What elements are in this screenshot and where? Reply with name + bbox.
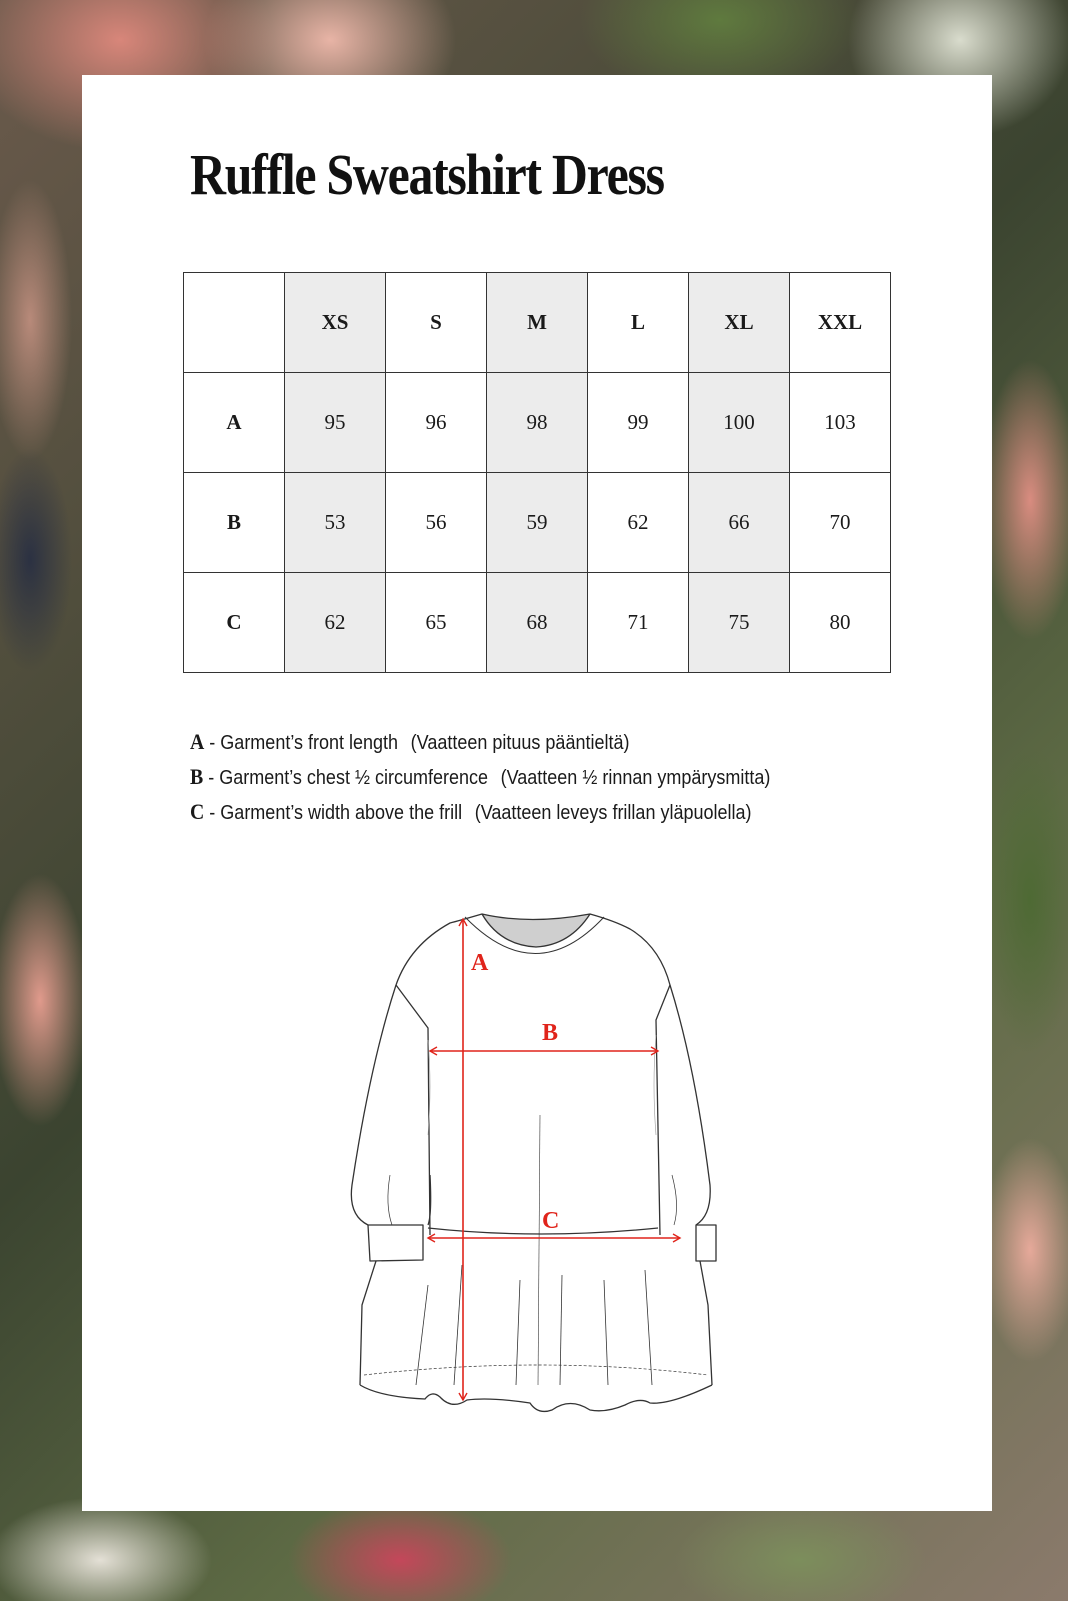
table-cell: 56 <box>386 473 487 573</box>
legend-item-b <box>190 760 770 795</box>
table-cell: 62 <box>588 473 689 573</box>
table-cell: 66 <box>689 473 790 573</box>
legend-item-a <box>190 725 770 760</box>
row-header-a: A <box>184 373 285 473</box>
size-table <box>183 272 891 673</box>
legend-key: A <box>190 729 205 754</box>
table-cell: 98 <box>487 373 588 473</box>
table-cell: 53 <box>285 473 386 573</box>
row-header-c: C <box>184 573 285 673</box>
table-cell: 100 <box>689 373 790 473</box>
legend-key: C <box>190 799 205 824</box>
table-cell: 59 <box>487 473 588 573</box>
table-cell: 95 <box>285 373 386 473</box>
legend-finnish: (Vaatteen leveys frillan yläpuolella) <box>474 802 752 824</box>
legend-separator: - <box>204 732 221 754</box>
table-cell: 71 <box>588 573 689 673</box>
legend-key: B <box>190 764 204 789</box>
table-cell: 80 <box>790 573 891 673</box>
legend-english: Garment’s chest ½ circumference <box>219 767 488 789</box>
legend-english: Garment’s front length <box>220 732 399 754</box>
column-header-xl: XL <box>689 273 790 373</box>
legend-item-c <box>190 795 770 830</box>
table-row <box>184 473 891 573</box>
table-cell: 99 <box>588 373 689 473</box>
column-header-m: M <box>487 273 588 373</box>
table-cell: 68 <box>487 573 588 673</box>
column-header-xs: XS <box>285 273 386 373</box>
legend-finnish: (Vaatteen ½ rinnan ympärysmitta) <box>500 767 771 789</box>
column-header-s: S <box>386 273 487 373</box>
row-header-b: B <box>184 473 285 573</box>
measurement-legend <box>190 725 770 830</box>
table-cell: 75 <box>689 573 790 673</box>
table-corner-cell <box>184 273 285 373</box>
table-cell: 96 <box>386 373 487 473</box>
column-header-l: L <box>588 273 689 373</box>
size-guide-card <box>82 75 992 1511</box>
legend-finnish: (Vaatteen pituus pääntieltä) <box>410 732 630 754</box>
table-cell: 103 <box>790 373 891 473</box>
table-header-row <box>184 273 891 373</box>
garment-diagram <box>340 885 760 1445</box>
legend-separator: - <box>204 802 221 824</box>
legend-english: Garment’s width above the frill <box>220 802 463 824</box>
legend-separator: - <box>203 767 220 789</box>
measure-b-label: B <box>542 1020 559 1046</box>
column-header-xxl: XXL <box>790 273 891 373</box>
table-row <box>184 373 891 473</box>
table-cell: 70 <box>790 473 891 573</box>
page-title: Ruffle Sweatshirt Dress <box>190 142 664 207</box>
table-cell: 62 <box>285 573 386 673</box>
table-row <box>184 573 891 673</box>
measure-a-label: A <box>471 950 489 976</box>
measure-c-label: C <box>542 1208 560 1234</box>
table-cell: 65 <box>386 573 487 673</box>
